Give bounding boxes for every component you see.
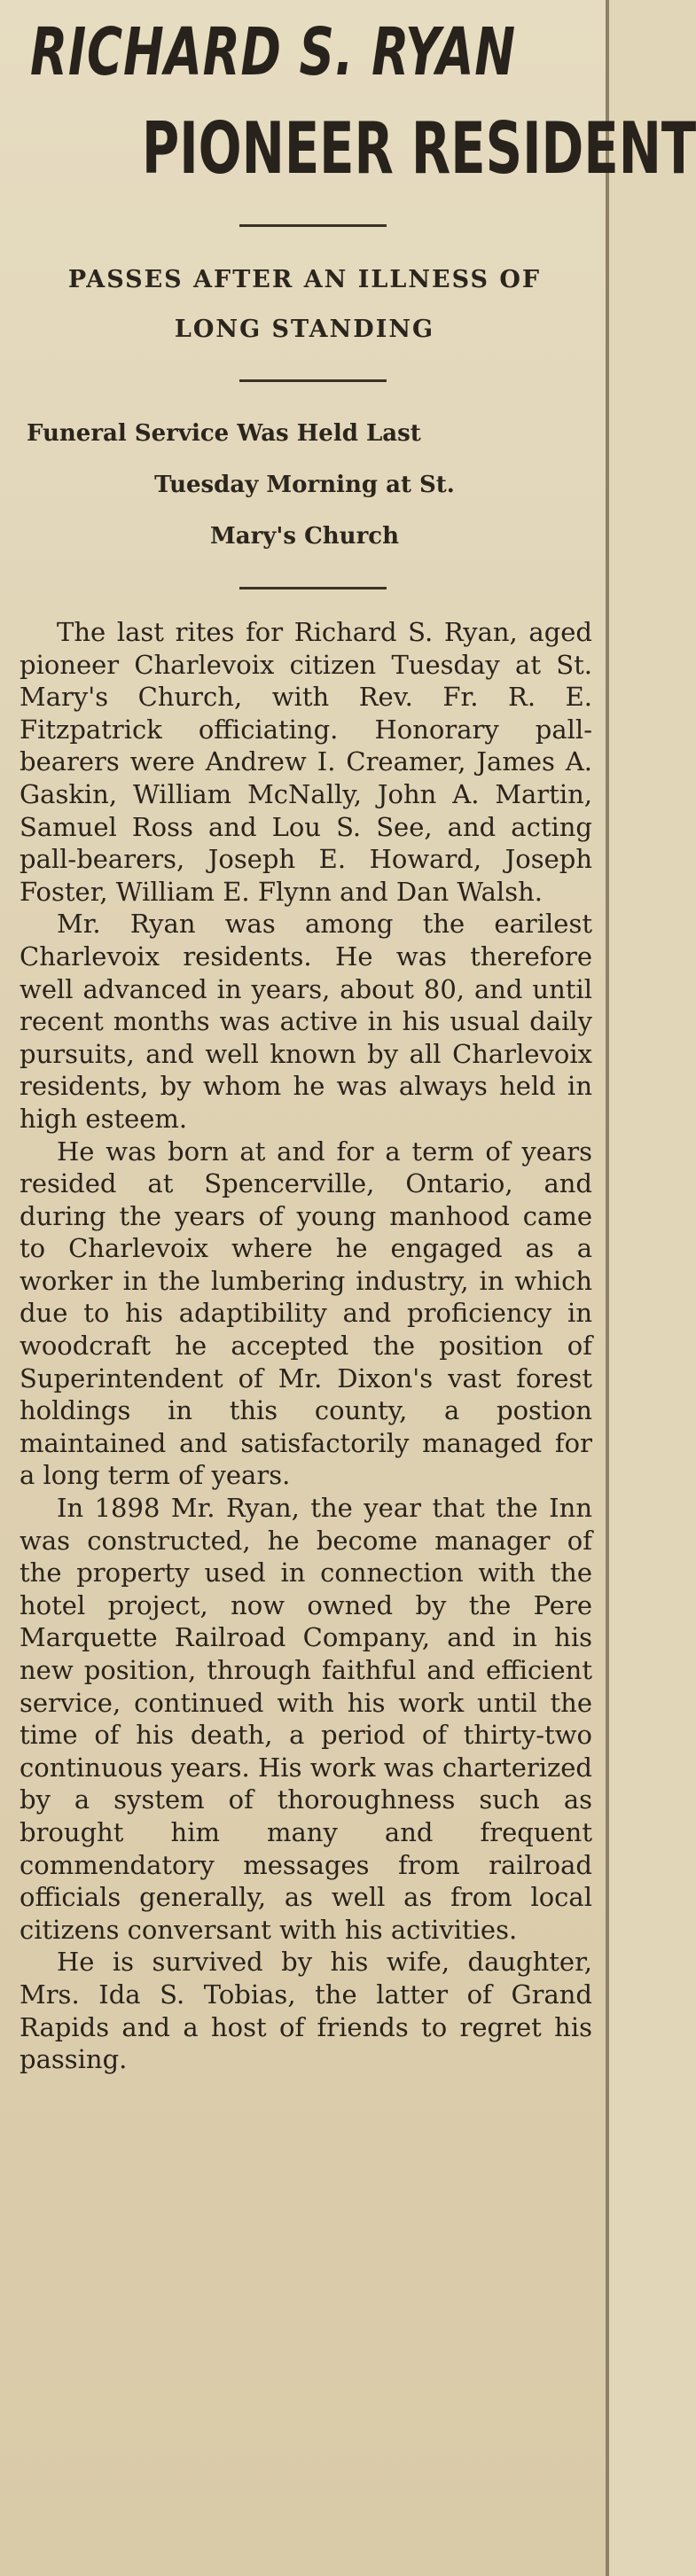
- divider-rule: [239, 224, 387, 227]
- divider-rule: [239, 587, 387, 589]
- subheadline: [0, 255, 609, 355]
- subheadline-line-2: LONG STANDING: [174, 316, 435, 343]
- deck-line-3: Mary's Church: [209, 523, 399, 550]
- article-paragraph: In 1898 Mr. Ryan, the year that the Inn was constructed, he become manager of the property used in connection with the hotel project, now owned by the Pere Marquette Railroad Company, and in his new position, through faithful and efficient service, continued with his work until the time of his death, a period of thirty-two continuous years. His work was charterized by a system of thoroughness such as brought him many and frequent commendatory messages from railroad officials generally, as well as from local citizens conversant with his activities.: [20, 1493, 592, 1945]
- subheadline-line-1: PASSES AFTER AN ILLNESS OF: [67, 266, 542, 293]
- deck-line-2: Tuesday Morning at St.: [154, 472, 455, 498]
- article-body: [20, 616, 592, 2076]
- article-paragraph: He is survived by his wife, daughter, Mrs. Ida S. Tobias, the latter of Grand Rapids and a host of friends to regret his passing.: [20, 1947, 592, 2075]
- article-paragraph: The last rites for Richard S. Ryan, aged pioneer Charlevoix citizen Tuesday at St. Mary's Church, with Rev. Fr. R. E. Fitzpatrick officiating. Honorary pall-bearers were Andrew I. Creamer, James A. Gaskin, William McNally, John A. Martin, Samuel Ross and Lou S. See, and acting pall-bearers, Joseph E. Howard, Joseph Foster, William E. Flynn and Dan Walsh.: [20, 617, 592, 907]
- deck-line-1: [0, 408, 609, 459]
- headline-line-1: RICHARD S. RYAN: [30, 14, 516, 90]
- clipping-edge: [606, 0, 609, 2576]
- divider-rule: [239, 379, 387, 382]
- article-paragraph: He was born at and for a term of years resided at Spencerville, Ontario, and during the years of young manhood came to Charlevoix where he engaged as a worker in the lumbering industry, in which due to his adaptibility and proficiency in woodcraft he accepted the position of Superintendent of Mr. Dixon's vast forest holdings in this county, a postion maintained and satisfactorily managed for a long term of years.: [20, 1136, 592, 1491]
- deck-headline: [0, 408, 609, 562]
- headline-line-2: PIONEER RESIDENT: [142, 107, 696, 190]
- deck-line-1-text: Funeral Service Was Held Last: [27, 420, 421, 447]
- article-paragraph: Mr. Ryan was among the earilest Charlevoix residents. He was therefore well advanced in years, about 80, and until recent months was active in his usual daily pursuits, and well known by all Charlevoix residents, by whom he was always held in high esteem.: [20, 909, 592, 1134]
